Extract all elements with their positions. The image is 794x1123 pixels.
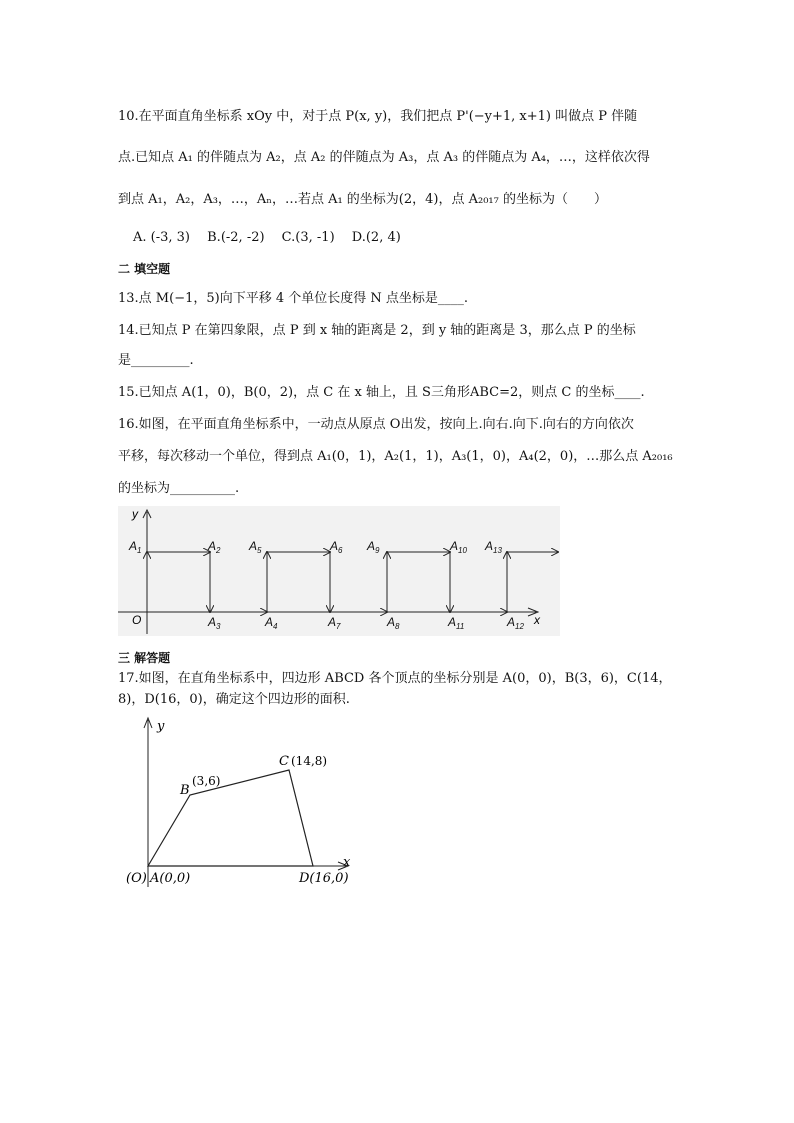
fig16-point-label: $A_2$ bbox=[208, 539, 221, 555]
fig16-point-label: $A_{11}$ bbox=[448, 615, 465, 631]
fig17-point-a-label: A(0,0) bbox=[150, 871, 191, 886]
section-answer-heading: 三 解答题 bbox=[118, 651, 171, 665]
fig17-point-b-label: B bbox=[180, 783, 190, 798]
fig16-staircase-diagram bbox=[118, 506, 560, 636]
fig16-origin-label: O bbox=[132, 613, 142, 627]
q10-line2: 点.已知点 A₁ 的伴随点为 A₂，点 A₂ 的伴随点为 A₃，点 A₃ 的伴随点为 A₄，…，这样依次得 bbox=[118, 150, 650, 165]
fig16-point-label: $A_1$ bbox=[129, 539, 142, 555]
fig16-x-label: x bbox=[534, 613, 540, 627]
q17-line2: 8)，D(16，0)，确定这个四边形的面积. bbox=[118, 692, 350, 707]
fig16-point-label: $A_4$ bbox=[265, 615, 278, 631]
fig16-point-label: $A_9$ bbox=[367, 539, 380, 555]
fig17-point-d-label: D(16,0) bbox=[299, 871, 349, 886]
section-fill-in-heading: 二 填空题 bbox=[118, 262, 171, 276]
fig16-point-label: $A_{13}$ bbox=[485, 539, 502, 555]
q15-text: 15.已知点 A(1，0)，B(0，2)，点 C 在 x 轴上，且 S三角形ABC=2，则点 C 的坐标____. bbox=[118, 385, 645, 400]
q14-line1: 14.已知点 P 在第四象限，点 P 到 x 轴的距离是 2，到 y 轴的距离是 3，那么点 P 的坐标 bbox=[118, 323, 636, 338]
fig16-point-label: $A_{12}$ bbox=[507, 615, 524, 631]
fig17-quadrilateral-abcd bbox=[148, 770, 313, 866]
fig17-point-c-label: C bbox=[279, 754, 289, 769]
fig17-origin-label: (O) bbox=[126, 871, 147, 886]
fig16-point-label: $A_6$ bbox=[330, 539, 343, 555]
fig16-point-label: $A_3$ bbox=[208, 615, 221, 631]
fig17-quadrilateral-diagram bbox=[118, 712, 368, 892]
q16-line1: 16.如图，在平面直角坐标系中，一动点从原点 O出发，按向上.向右.向下.向右的方向依次 bbox=[118, 417, 634, 432]
fig16-point-label: $A_5$ bbox=[249, 539, 262, 555]
fig16-point-label: $A_8$ bbox=[387, 615, 400, 631]
q16-line2: 平移，每次移动一个单位，得到点 A₁(0，1)，A₂(1，1)，A₃(1，0)，A₄(2，0)，…那么点 A₂₀₁₆ bbox=[118, 449, 673, 464]
fig17-point-c-coord: (14,8) bbox=[291, 754, 328, 768]
q13-text: 13.点 M(−1，5)向下平移 4 个单位长度得 N 点坐标是____. bbox=[118, 291, 469, 306]
fig17-y-label: y bbox=[157, 719, 165, 734]
q17-line1: 17.如图，在直角坐标系中，四边形 ABCD 各个顶点的坐标分别是 A(0，0)，B(3，6)，C(14， bbox=[118, 671, 672, 686]
fig16-point-label: $A_7$ bbox=[328, 615, 341, 631]
q10-options: A. (-3, 3) B.(-2, -2) C.(3, -1) D.(2, 4) bbox=[133, 230, 401, 245]
fig16-y-label: y bbox=[132, 507, 138, 521]
fig16-background bbox=[118, 506, 560, 636]
fig17-x-label: x bbox=[343, 855, 351, 870]
q16-line3: 的坐标为__________. bbox=[118, 481, 240, 496]
q14-line2: 是_________. bbox=[118, 353, 194, 368]
q10-line3: 到点 A₁，A₂，A₃，…，Aₙ，…若点 A₁ 的坐标为(2，4)，点 A₂₀₁₇ 的坐标为（ ） bbox=[118, 192, 607, 207]
fig16-point-label: $A_{10}$ bbox=[450, 539, 467, 555]
fig17-point-b-coord: (3,6) bbox=[192, 774, 221, 788]
q10-line1: 10.在平面直角坐标系 xOy 中，对于点 P(x, y)，我们把点 P'(−y+1, x+1) 叫做点 P 伴随 bbox=[118, 109, 638, 124]
